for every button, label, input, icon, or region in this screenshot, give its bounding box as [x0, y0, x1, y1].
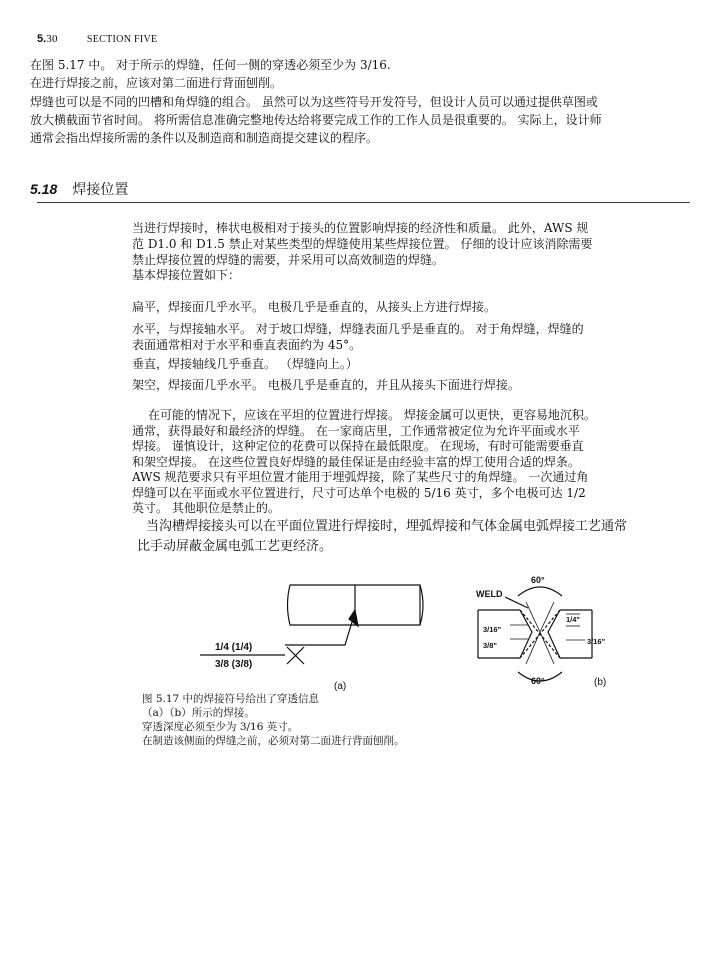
para1-line-4: 基本焊接位置如下： — [132, 268, 241, 282]
para3-line-2: 比手动屏蔽金属电弧工艺更经济。 — [137, 539, 333, 554]
para2-line-2: 通常，获得最好和最经济的焊缝。 在一家商店里，工作通常被定位为允许平面或水平 — [132, 424, 580, 438]
para1-line-2: 范 D1.0 和 D1.5 禁止对某些类型的焊缝使用某些焊接位置。 仔细的设计应该消除需要 — [132, 237, 593, 251]
weld-leader — [505, 597, 528, 608]
para2-line-5: AWS 规范要求只有平坦位置才能用于埋弧焊接，除了某些尺寸的角焊缝。 一次通过角 — [132, 470, 589, 484]
position-vertical: 垂直，焊接轴线几乎垂直。 （焊缝向上。） — [132, 357, 358, 371]
groove-right — [548, 610, 560, 658]
groove-left — [520, 610, 532, 658]
para2-line-7: 英寸。 其他职位是禁止的。 — [132, 501, 280, 515]
arrowhead — [349, 610, 358, 626]
intro-line-4: 放大横截面节省时间。 将所需信息准确完整地传达给将要完成工作的工作人员是很重要的。 实际上，设计师 — [30, 113, 602, 127]
para3-line-1: 当沟槽焊接接头可以在平面位置进行焊接时，埋弧焊接和气体金属电弧焊接工艺通常 — [146, 519, 628, 534]
figure-5-17 — [0, 560, 728, 695]
section-title: 焊接位置 — [72, 182, 129, 198]
fig-b-label: (b) — [594, 677, 607, 688]
intro-line-3: 焊缝也可以是不同的凹槽和角焊缝的组合。 虽然可以为这些符号开发符号，但设计人员可以通过提供草图或 — [30, 95, 598, 109]
fig-a-label: (a) — [334, 681, 347, 692]
caption-line-4: 在制造该侧面的焊缝之前，必须对第二面进行背面刨削。 — [142, 735, 405, 747]
page-number: 30 — [46, 33, 58, 45]
fig-b-angle-top: 60° — [531, 575, 545, 585]
fig-b-dim-left-top: 3/16" — [483, 625, 502, 634]
fig-b-angle-bottom: 60° — [531, 676, 545, 686]
section-number: 5.18 — [30, 181, 58, 197]
section-running-title: SECTION FIVE — [86, 34, 158, 45]
fig-b-dim-quarter: 1/4" — [566, 615, 580, 624]
section-heading — [30, 179, 128, 199]
angle-arc-top — [518, 587, 562, 596]
position-flat: 扁平，焊接面几乎水平。 电极几乎是垂直的，从接头上方进行焊接。 — [132, 300, 496, 314]
fig-a-dim-bottom: 3/8 (3/8) — [215, 659, 253, 670]
fig-a-dim-top: 1/4 (1/4) — [215, 642, 253, 653]
intro-line-1: 在图 5.17 中。 对于所示的焊缝，任何一侧的穿透必须至少为 3/16. — [30, 58, 391, 72]
page-prefix: 5. — [37, 33, 47, 45]
caption-line-3: 穿透深度必须至少为 3/16 英寸。 — [142, 721, 299, 733]
caption-line-1: 图 5.17 中的焊接符号给出了穿透信息 — [142, 693, 320, 705]
position-horizontal-2: 表面通常相对于水平和垂直表面约为 45°。 — [132, 338, 362, 352]
page-header — [37, 27, 158, 45]
position-horizontal-1: 水平，与焊接轴水平。 对于坡口焊缝，焊缝表面几乎是垂直的。 对于角焊缝，焊缝的 — [132, 322, 584, 336]
para1-line-1: 当进行焊接时，棒状电极相对于接头的位置影响焊接的经济性和质量。 此外，AWS 规 — [132, 221, 589, 235]
caption-line-2: （a）（b）所示的焊接。 — [142, 707, 255, 719]
fig-b-dim-right: 3/16" — [587, 637, 606, 646]
para2-line-4: 和架空焊接。 在这些位置良好焊缝的最佳保证是由经验丰富的焊工使用合适的焊条。 — [132, 455, 580, 469]
fig-b-dim-left-bottom: 3/8" — [483, 641, 497, 650]
para2-line-6: 焊缝可以在平面或水平位置进行，尺寸可达单个电极的 5/16 英寸，多个电极可达 1/2 — [132, 486, 586, 500]
para2-line-3: 焊接。 谨慎设计，这种定位的花费可以保持在最低限度。 在现场，有时可能需要垂直 — [132, 439, 584, 453]
intro-line-2: 在进行焊接之前，应该对第二面进行背面刨削。 — [30, 76, 283, 90]
intro-line-5: 通常会指出焊接所需的条件以及制造商和制造商提交建议的程序。 — [30, 131, 379, 145]
figure-b — [478, 587, 592, 681]
section-divider — [37, 202, 690, 203]
para1-line-3: 禁止焊接位置的焊缝的需要，并采用可以高效制造的焊缝。 — [132, 253, 445, 267]
fig-b-weld-label: WELD — [476, 589, 503, 599]
position-overhead: 架空，焊接面几乎水平。 电极几乎是垂直的，并且从接头下面进行焊接。 — [132, 378, 520, 392]
para2-line-1: 在可能的情况下，应该在平坦的位置进行焊接。 焊接金属可以更快，更容易地沉积。 — [148, 408, 596, 422]
